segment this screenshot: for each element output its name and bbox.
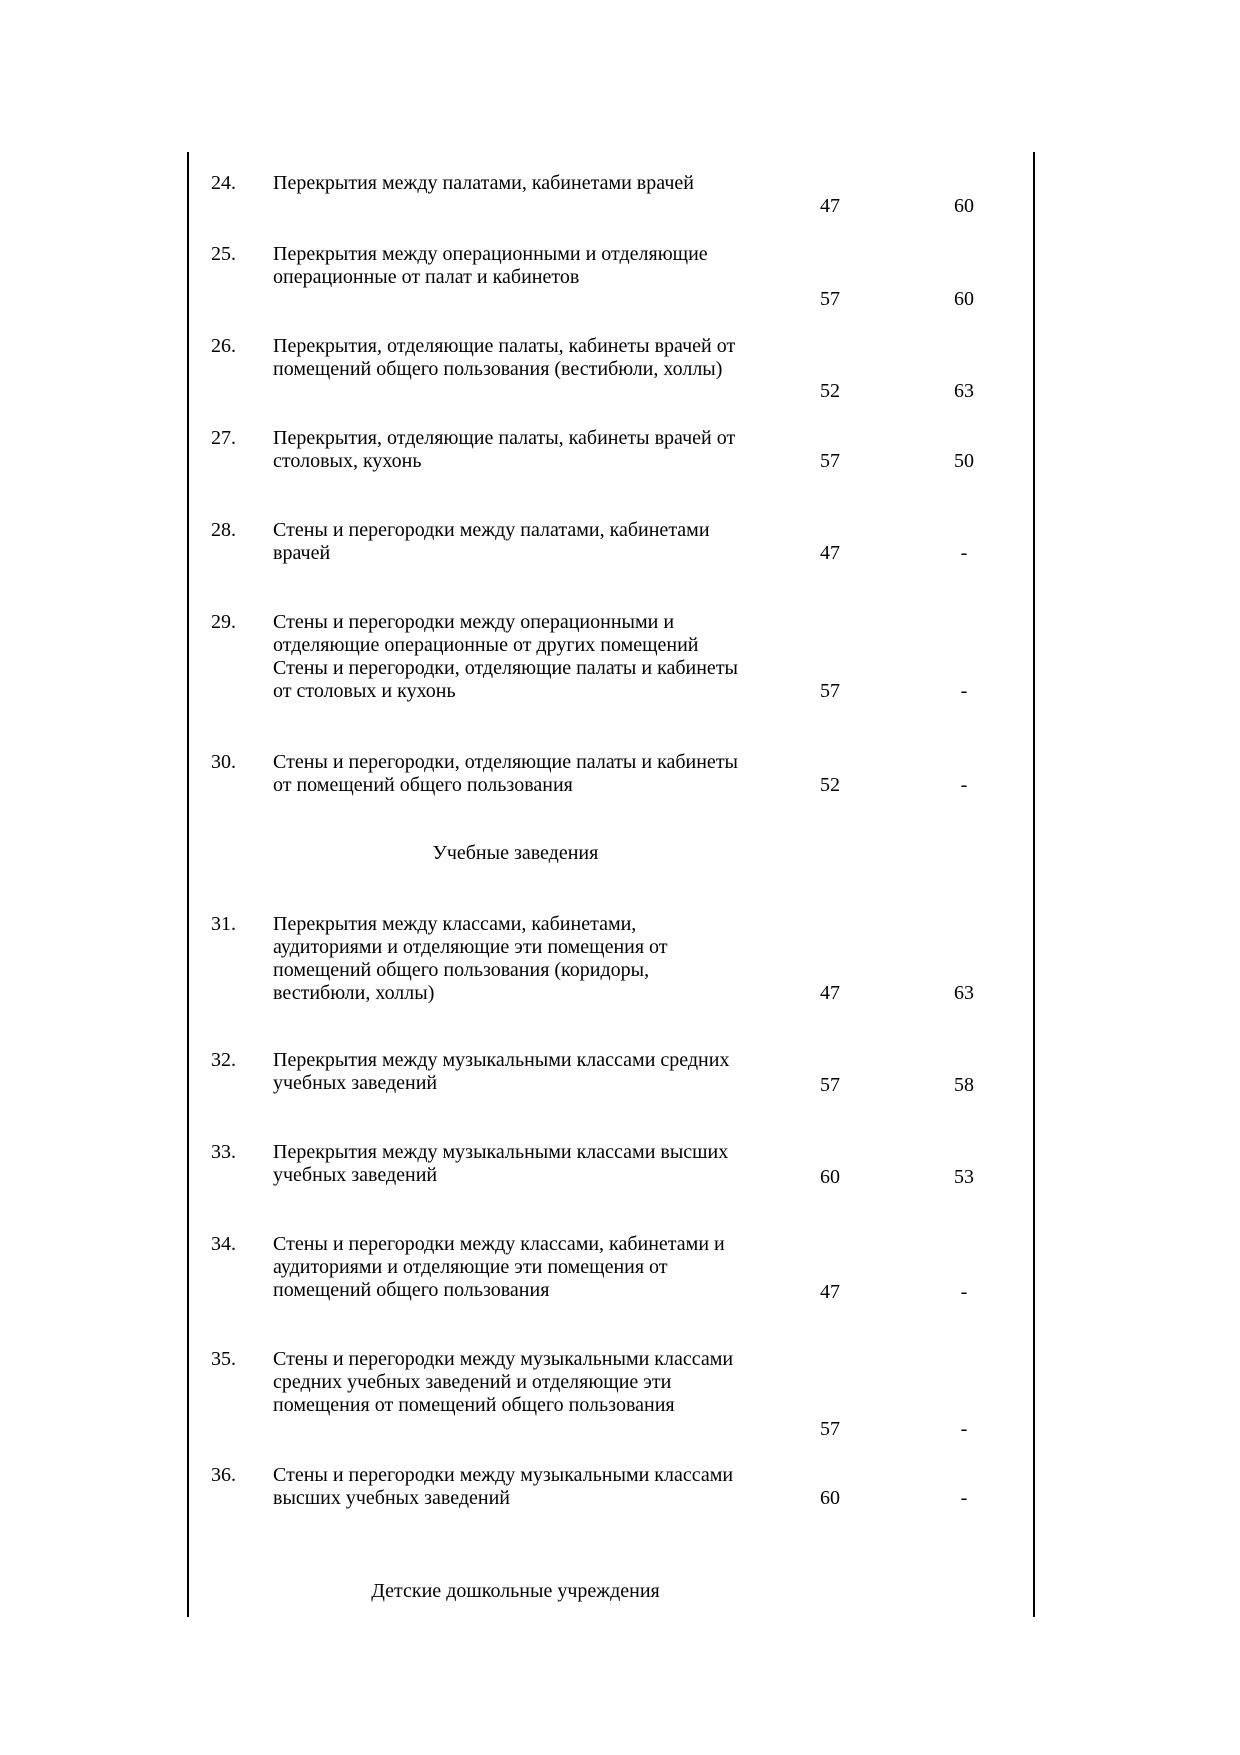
table-right-border	[1033, 152, 1035, 1617]
airborne-noise-index: 57	[820, 288, 840, 310]
impact-noise-index: -	[960, 1281, 968, 1303]
description-line: вестибюли, холлы)	[273, 982, 435, 1004]
airborne-noise-index: 47	[820, 195, 840, 217]
description-line: помещений общего пользования	[273, 1279, 550, 1301]
row-number: 34.	[211, 1233, 236, 1255]
section-heading-preschool: Детские дошкольные учреждения	[371, 1580, 660, 1602]
section-heading-education: Учебные заведения	[432, 842, 599, 864]
description-line: помещений общего пользования (вестибюли, холлы)	[273, 358, 723, 380]
airborne-noise-index: 57	[820, 1418, 840, 1440]
description-line: учебных заведений	[273, 1164, 438, 1186]
impact-noise-index: 63	[954, 982, 974, 1004]
description-line: Стены и перегородки, отделяющие палаты и кабинеты	[273, 751, 738, 773]
airborne-noise-index: 57	[820, 680, 840, 702]
row-description	[273, 611, 773, 703]
impact-noise-index: 53	[954, 1166, 974, 1188]
impact-noise-index: -	[960, 542, 968, 564]
airborne-noise-index: 52	[820, 380, 840, 402]
row-description	[273, 1233, 773, 1302]
description-line: Перекрытия между операционными и отделяющие	[273, 243, 708, 265]
impact-noise-index: -	[960, 680, 968, 702]
row-number: 31.	[211, 913, 236, 935]
description-line: Стены и перегородки между музыкальными классами	[273, 1464, 734, 1486]
row-description	[273, 335, 773, 381]
row-description	[273, 1141, 773, 1187]
row-description	[273, 427, 773, 473]
description-line: операционные от палат и кабинетов	[273, 266, 580, 288]
row-number: 36.	[211, 1464, 236, 1486]
description-line: Перекрытия между музыкальными классами высших	[273, 1141, 729, 1163]
row-number: 26.	[211, 335, 236, 357]
airborne-noise-index: 57	[820, 1074, 840, 1096]
row-description	[273, 243, 773, 289]
description-line: помещения от помещений общего пользования	[273, 1394, 675, 1416]
airborne-noise-index: 47	[820, 982, 840, 1004]
description-line: отделяющие операционные от других помещений	[273, 634, 699, 656]
impact-noise-index: 58	[954, 1074, 974, 1096]
description-line: высших учебных заведений	[273, 1487, 510, 1509]
row-number: 30.	[211, 751, 236, 773]
description-line: аудиториями и отделяющие эти помещения от	[273, 936, 668, 958]
row-number: 29.	[211, 611, 236, 633]
airborne-noise-index: 52	[820, 774, 840, 796]
row-number: 24.	[211, 172, 236, 194]
impact-noise-index: -	[960, 1487, 968, 1509]
impact-noise-index: 60	[954, 195, 974, 217]
impact-noise-index: 60	[954, 288, 974, 310]
impact-noise-index: 63	[954, 380, 974, 402]
row-number: 25.	[211, 243, 236, 265]
description-line: Перекрытия между классами, кабинетами,	[273, 913, 637, 935]
row-description	[273, 172, 773, 195]
row-description	[273, 751, 773, 797]
description-line: столовых, кухонь	[273, 450, 422, 472]
description-line: Перекрытия между палатами, кабинетами врачей	[273, 172, 694, 194]
row-description	[273, 913, 773, 1005]
airborne-noise-index: 60	[820, 1166, 840, 1188]
description-line: Стены и перегородки между классами, кабинетами и	[273, 1233, 725, 1255]
impact-noise-index: -	[960, 774, 968, 796]
description-line: Перекрытия между музыкальными классами средних	[273, 1049, 730, 1071]
row-number: 27.	[211, 427, 236, 449]
table-left-border	[187, 152, 189, 1617]
row-description	[273, 1464, 773, 1510]
description-line: Стены и перегородки между палатами, кабинетами	[273, 519, 710, 541]
row-number: 35.	[211, 1348, 236, 1370]
airborne-noise-index: 47	[820, 1281, 840, 1303]
row-description	[273, 1049, 773, 1095]
description-line: врачей	[273, 542, 331, 564]
description-line: средних учебных заведений и отделяющие эти	[273, 1371, 672, 1393]
impact-noise-index: 50	[954, 450, 974, 472]
description-line: помещений общего пользования (коридоры,	[273, 959, 650, 981]
description-line: учебных заведений	[273, 1072, 438, 1094]
description-line: от столовых и кухонь	[273, 680, 456, 702]
description-line: Перекрытия, отделяющие палаты, кабинеты врачей от	[273, 335, 736, 357]
airborne-noise-index: 60	[820, 1487, 840, 1509]
description-line: Стены и перегородки между музыкальными классами	[273, 1348, 734, 1370]
row-number: 33.	[211, 1141, 236, 1163]
description-line: Перекрытия, отделяющие палаты, кабинеты врачей от	[273, 427, 736, 449]
description-line: Стены и перегородки между операционными и	[273, 611, 675, 633]
airborne-noise-index: 47	[820, 542, 840, 564]
impact-noise-index: -	[960, 1418, 968, 1440]
row-description	[273, 519, 773, 565]
description-line: от помещений общего пользования	[273, 774, 573, 796]
row-number: 32.	[211, 1049, 236, 1071]
row-number: 28.	[211, 519, 236, 541]
airborne-noise-index: 57	[820, 450, 840, 472]
description-line: Стены и перегородки, отделяющие палаты и кабинеты	[273, 657, 738, 679]
row-description	[273, 1348, 773, 1417]
description-line: аудиториями и отделяющие эти помещения от	[273, 1256, 668, 1278]
